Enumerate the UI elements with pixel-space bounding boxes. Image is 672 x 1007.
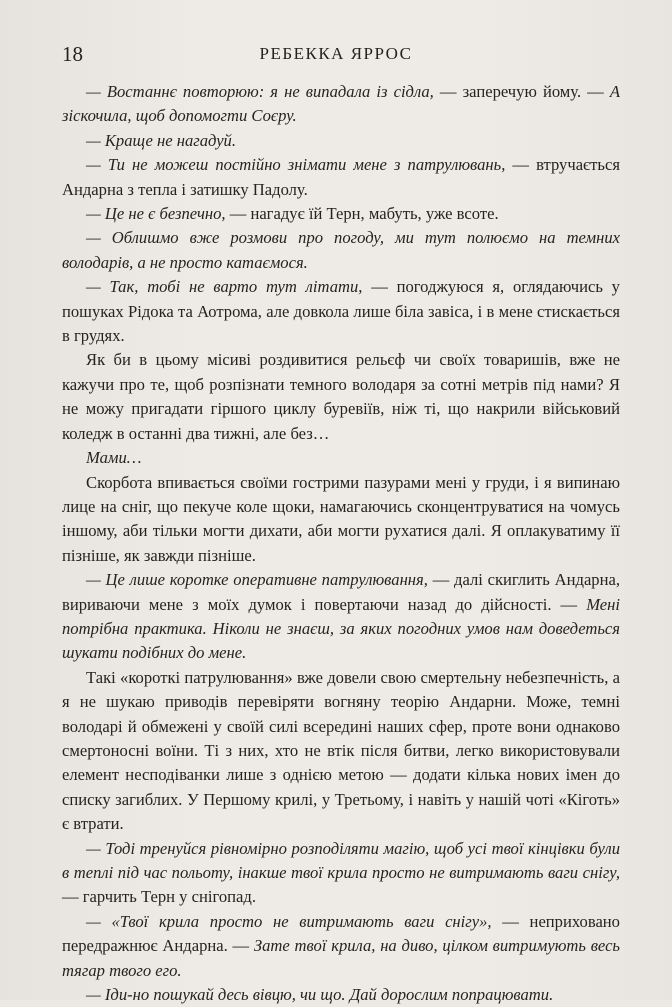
paragraph bbox=[62, 129, 620, 153]
paragraph bbox=[62, 226, 620, 275]
body-text bbox=[62, 80, 620, 1007]
paragraph bbox=[62, 153, 620, 202]
italic-text-run: Мені потрібна практика. Ніколи не знаєш, за яких погодних умов нам доведеться шукати подібних до мене. bbox=[62, 594, 620, 663]
italic-text-run: — Це лише коротке оперативне патрулювання, bbox=[86, 570, 428, 590]
text-run: — далі скиглить Андарна, вириваючи мене з моїх думок і повертаючи назад до дійсності. — bbox=[62, 570, 620, 614]
running-head-author: РЕБЕККА ЯРРОС bbox=[259, 44, 413, 63]
paragraph bbox=[62, 983, 620, 1007]
paragraph bbox=[62, 471, 620, 569]
italic-text-run: — Ти не можеш постійно знімати мене з патрулювань, bbox=[86, 155, 506, 175]
paragraph bbox=[62, 446, 620, 470]
italic-text-run: — Так, тобі не варто тут літати, bbox=[86, 277, 363, 297]
italic-text-run: Зате твої крила, на диво, цілком витримують весь тягар твого его. bbox=[62, 936, 620, 980]
italic-text-run: — «Твої крила просто не витримають ваги снігу», bbox=[86, 911, 492, 931]
text-run: — заперечую йому. — bbox=[433, 82, 610, 101]
italic-text-run: — Краще не нагадуй. bbox=[86, 130, 237, 150]
page-number: 18 bbox=[62, 42, 83, 66]
italic-text-run: — Тоді тренуйся рівномірно розподіляти магію, щоб усі твої кінцівки були в теплі під час польоту, інакше твої крила просто не витримають ваги снігу, bbox=[62, 838, 620, 882]
paragraph bbox=[62, 837, 620, 910]
page-header bbox=[62, 42, 610, 68]
text-run: Такі «короткі патрулювання» вже довели свою смертельну небезпечність, а я не шукаю приводів перевіряти вогняну теорію Андарни. Може, темні володарі й обмежені у своїй силі всередині наших сфер, проте вони однаково смертоносні воїни. Ті з них, хто не втік після битви, легко використовували елемент несподіванки лише з однією метою — додати кілька нових імен до списку загиблих. У Першому крилі, у Третьому, і навіть у нашій чоті «Кіготь» є втрати. bbox=[62, 667, 620, 834]
text-run: — втручається Андарна з тепла і затишку Падолу. bbox=[62, 155, 620, 199]
text-run: Скорбота впивається своїми гострими пазурами мені у груди, і я випинаю лице на сніг, що пекуче коле щоки, намагаючись сконцентруватися на чомусь іншому, аби тільки могти дихати, аби могти рухатися далі. Я оплакуватиму її пізніше, як завжди пізніше. bbox=[62, 472, 620, 565]
italic-text-run: — Іди-но пошукай десь вівцю, чи що. Дай дорослим попрацювати. bbox=[86, 985, 554, 1005]
text-run: — нагадує їй Терн, мабуть, уже всоте. bbox=[225, 204, 499, 224]
paragraph bbox=[62, 202, 620, 226]
text-run: Як би в цьому місиві роздивитися рельєф чи своїх товаришів, вже не кажучи про те, щоб розпізнати темного володаря за сотні метрів під нами? Я не можу пригадати гіршого циклу буревіїв, ніж ті, що накрили військовий коледж в останні два тижні, але без… bbox=[62, 350, 620, 443]
italic-text-run: Мами… bbox=[86, 448, 142, 468]
paragraph bbox=[62, 666, 620, 837]
text-run: — погоджуюся я, оглядаючись у пошуках Рідока та Аотрома, але довкола лише біла завіса, і в мене стискається в грудях. bbox=[62, 277, 620, 346]
text-run: — гарчить Терн у снігопад. bbox=[62, 887, 257, 907]
paragraph bbox=[62, 80, 620, 129]
italic-text-run: А зіскочила, щоб допомогти Соєру. bbox=[62, 82, 621, 126]
text-run: — неприховано передражнює Андарна. — bbox=[62, 911, 620, 956]
paragraph bbox=[62, 568, 620, 666]
paragraph bbox=[62, 910, 620, 983]
italic-text-run: — Це не є безпечно, bbox=[86, 204, 226, 224]
paragraph bbox=[62, 348, 620, 446]
paragraph bbox=[62, 275, 620, 348]
italic-text-run: — Востаннє повторюю: я не випадала із сідла, bbox=[86, 82, 434, 101]
italic-text-run: — Облишмо вже розмови про погоду, ми тут полюємо на темних володарів, а не просто катаємося. bbox=[62, 228, 620, 272]
